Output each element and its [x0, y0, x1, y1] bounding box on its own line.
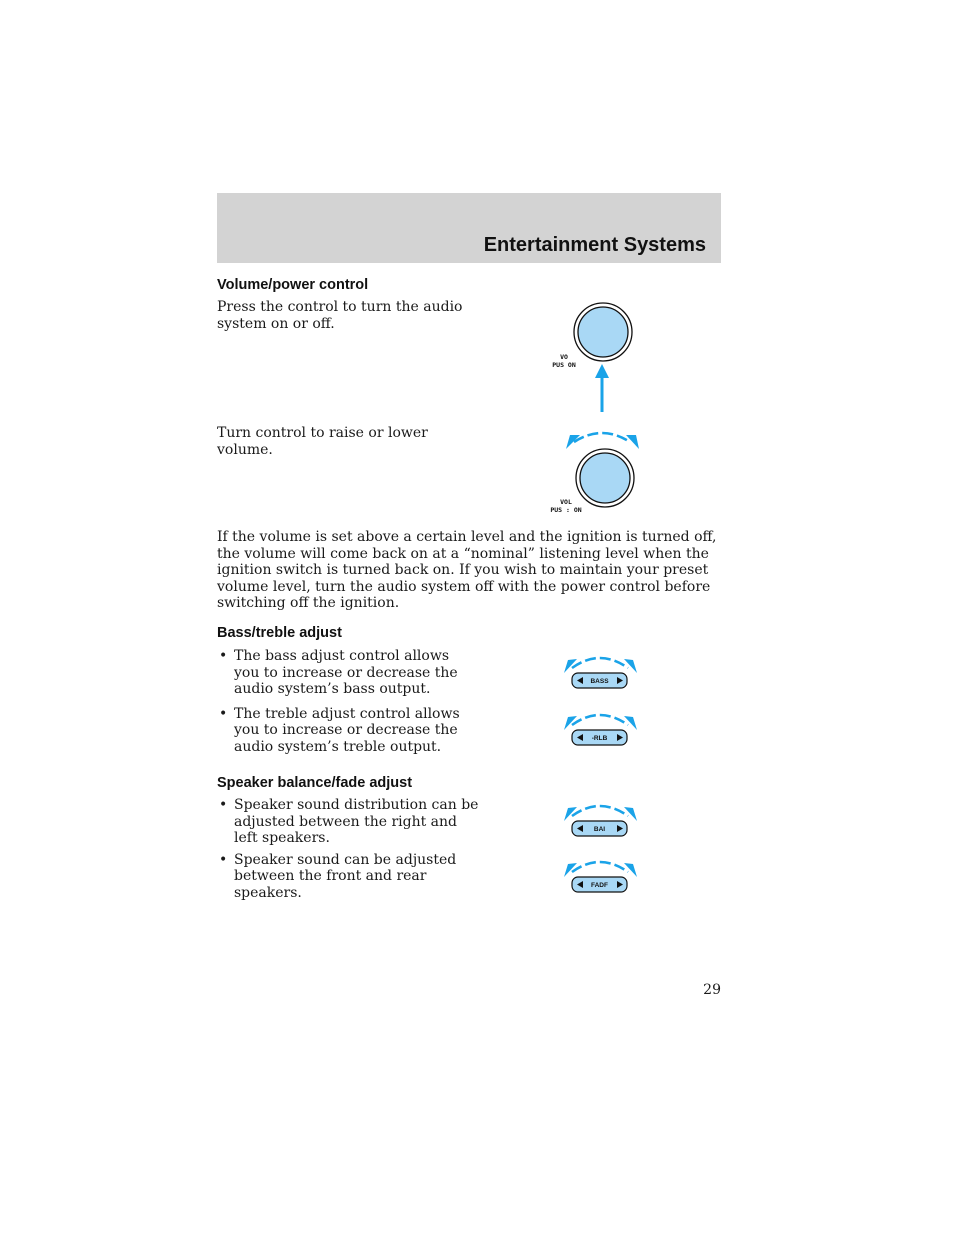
- bullet-icon: •: [219, 648, 228, 664]
- turn-knob-illustration: [540, 420, 650, 520]
- list-item: [217, 852, 478, 902]
- turn-control-text: [217, 425, 428, 458]
- bullet-line: Speaker sound can be adjusted: [234, 851, 457, 868]
- bass-treble-list: [217, 648, 460, 755]
- bullet-line: audio system’s treble output.: [234, 738, 442, 755]
- bullet-line: left speakers.: [234, 830, 330, 846]
- rotate-arc: [572, 658, 628, 668]
- treble-button-label: ‐RLB: [591, 735, 608, 742]
- speaker-balance-heading: Speaker balance/fade adjust: [217, 775, 413, 791]
- press-control-text: [217, 299, 462, 332]
- page-number: 29: [703, 982, 721, 998]
- turn-text-line: volume.: [217, 441, 273, 458]
- bullet-line: The treble adjust control allows: [234, 705, 460, 722]
- rotate-right-arrow-icon: [624, 863, 637, 877]
- knob-label: VO: [560, 353, 568, 361]
- bullet-line: you to increase or decrease the: [234, 722, 458, 738]
- paragraph-line: volume level, turn the audio system off with the power control before: [217, 578, 711, 595]
- header-band: [217, 193, 721, 263]
- rotate-right-arrow-icon: [624, 659, 637, 673]
- push-knob-illustration: [540, 298, 650, 418]
- turn-text-line: Turn control to raise or lower: [217, 425, 428, 441]
- press-text-line: system on or off.: [217, 315, 335, 332]
- volume-knob: [578, 307, 628, 357]
- paragraph-line: the volume will come back on at a “nominal” listening level when the: [217, 545, 709, 562]
- bullet-line: audio system’s bass output.: [234, 681, 431, 697]
- knob-label: PUS : ON: [550, 506, 582, 514]
- paragraph-line: If the volume is set above a certain level and the ignition is turned off,: [217, 529, 717, 545]
- balance-control-illustration: [560, 796, 640, 840]
- list-item: [217, 797, 478, 847]
- rotate-arc: [572, 715, 628, 725]
- volume-paragraph: [217, 529, 716, 612]
- rotate-right-arrow-icon: [624, 716, 637, 730]
- bullet-line: you to increase or decrease the: [234, 664, 458, 681]
- knob-label: VOL: [560, 498, 572, 506]
- paragraph-line: ignition switch is turned back on. If you wish to maintain your preset: [217, 562, 709, 578]
- list-item: [217, 648, 460, 698]
- knob-label: PUS ON: [552, 361, 576, 369]
- balance-button-label: BAI: [593, 826, 606, 833]
- bullet-line: Speaker sound distribution can be: [234, 797, 479, 813]
- list-item: [217, 706, 460, 756]
- bullet-line: adjusted between the right and: [234, 813, 457, 830]
- page-title: Entertainment Systems: [483, 234, 706, 256]
- rotate-right-arrow-icon: [624, 807, 637, 821]
- bullet-icon: •: [219, 797, 228, 813]
- fade-control-illustration: [560, 852, 640, 896]
- rotate-arc: [574, 433, 630, 442]
- treble-control-illustration: [560, 705, 640, 749]
- bullet-icon: •: [219, 705, 228, 722]
- bullet-line: speakers.: [234, 884, 302, 901]
- push-arrow-icon: [595, 364, 609, 378]
- press-text-line: Press the control to turn the audio: [217, 299, 463, 315]
- fade-button-label: FADF: [591, 882, 608, 889]
- volume-power-heading: Volume/power control: [217, 277, 369, 293]
- bullet-line: The bass adjust control allows: [234, 648, 450, 664]
- speaker-balance-list: [217, 797, 478, 901]
- paragraph-line: switching off the ignition.: [217, 595, 400, 611]
- bullet-line: between the front and rear: [234, 868, 427, 884]
- bass-treble-heading: Bass/treble adjust: [217, 625, 342, 641]
- rotate-right-arrow-icon: [626, 435, 639, 449]
- bass-button-label: BASS: [590, 678, 609, 685]
- volume-knob: [580, 453, 630, 503]
- rotate-left-arrow-icon: [566, 435, 580, 449]
- bass-control-illustration: [560, 648, 640, 692]
- rotate-arc: [572, 862, 628, 872]
- rotate-arc: [572, 806, 628, 816]
- bullet-icon: •: [219, 851, 228, 868]
